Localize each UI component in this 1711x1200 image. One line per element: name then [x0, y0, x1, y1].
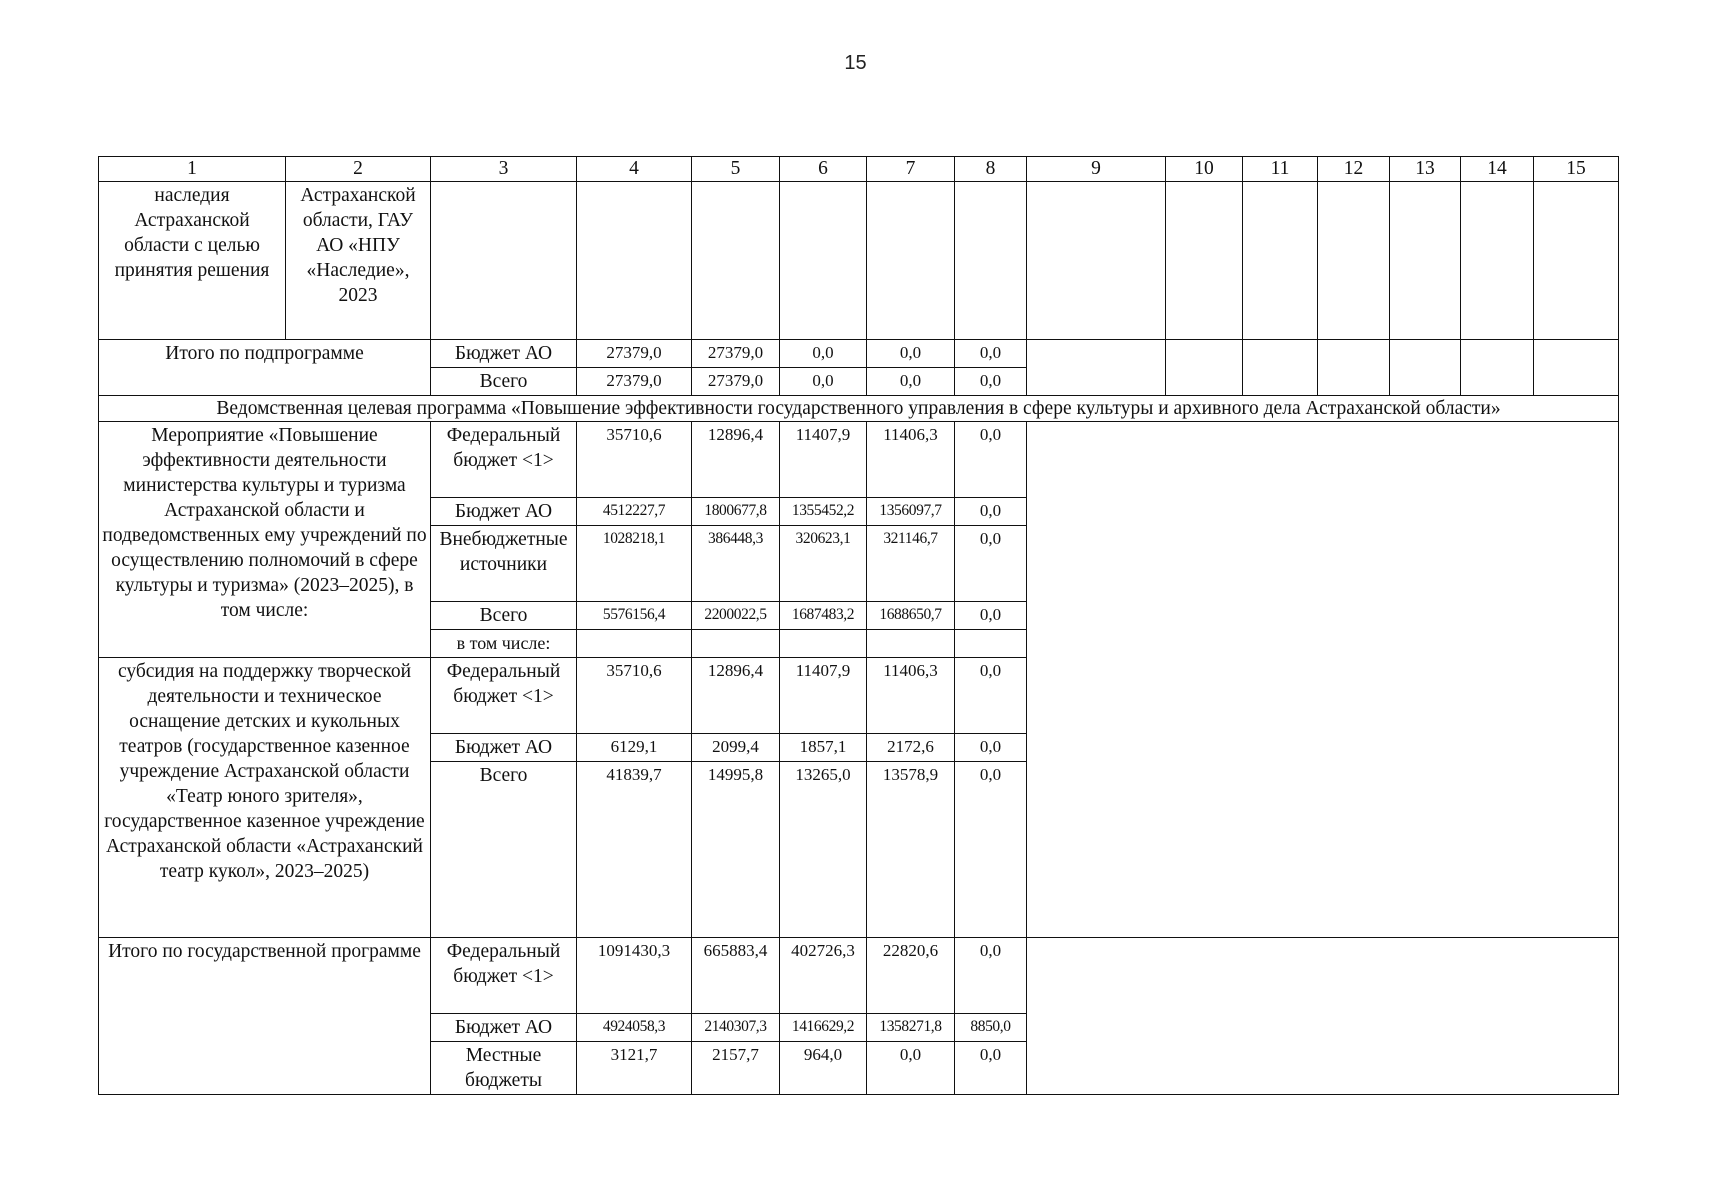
value-cell: 35710,6	[577, 658, 692, 734]
value-cell: 0,0	[955, 340, 1027, 368]
measure-label: Мероприятие «Повышение эффективности деятельности министерства культуры и туризма Астраханской области и подведомственных ему учреждений по осуществлению полномочий в сфере культуры и туризма» (2023–2025), в том числе:	[99, 422, 431, 658]
value-cell: 13578,9	[867, 762, 955, 938]
value-cell: 0,0	[955, 938, 1027, 1014]
table-row	[99, 938, 1619, 1014]
funding-source: Федеральный бюджет <1>	[431, 422, 577, 498]
empty-cell	[1166, 182, 1243, 340]
value-cell: 320623,1	[780, 526, 867, 602]
heritage-measure-text: наследия Астраханской области с целью принятия решения	[99, 182, 286, 340]
value-cell: 12896,4	[692, 658, 780, 734]
value-cell: 3121,7	[577, 1042, 692, 1095]
value-cell: 1356097,7	[867, 498, 955, 526]
funding-source: Федеральный бюджет <1>	[431, 658, 577, 734]
value-cell: 2172,6	[867, 734, 955, 762]
value-cell: 2200022,5	[692, 602, 780, 630]
section-row	[99, 396, 1619, 422]
table-row	[99, 340, 1619, 368]
value-cell: 0,0	[955, 526, 1027, 602]
empty-cell	[1318, 340, 1390, 396]
value-cell: 27379,0	[577, 368, 692, 396]
section-title: Ведомственная целевая программа «Повышение эффективности государственного управления в сфере культуры и архивного дела Астраханской области»	[99, 396, 1619, 422]
empty-cell	[1534, 182, 1619, 340]
value-cell: 0,0	[955, 762, 1027, 938]
funding-source: Всего	[431, 602, 577, 630]
empty-cell	[1243, 340, 1318, 396]
value-cell: 0,0	[955, 1042, 1027, 1095]
heritage-executor-text: Астраханской области, ГАУ АО «НПУ «Наследие», 2023	[286, 182, 431, 340]
value-cell: 1687483,2	[780, 602, 867, 630]
column-number: 14	[1461, 157, 1534, 182]
empty-cell	[955, 182, 1027, 340]
column-number: 6	[780, 157, 867, 182]
empty-cell	[867, 182, 955, 340]
empty-cell	[1461, 182, 1534, 340]
value-cell: 321146,7	[867, 526, 955, 602]
empty-cell	[1027, 658, 1619, 938]
value-cell	[577, 630, 692, 658]
empty-cell	[1318, 182, 1390, 340]
empty-cell	[577, 182, 692, 340]
funding-source: Бюджет АО	[431, 1014, 577, 1042]
column-number: 7	[867, 157, 955, 182]
funding-source: Бюджет АО	[431, 498, 577, 526]
value-cell: 665883,4	[692, 938, 780, 1014]
column-number: 10	[1166, 157, 1243, 182]
funding-source: Всего	[431, 762, 577, 938]
column-number: 4	[577, 157, 692, 182]
value-cell: 8850,0	[955, 1014, 1027, 1042]
empty-cell	[1390, 340, 1461, 396]
value-cell: 35710,6	[577, 422, 692, 498]
funding-source: Местные бюджеты	[431, 1042, 577, 1095]
value-cell: 0,0	[867, 1042, 955, 1095]
value-cell: 964,0	[780, 1042, 867, 1095]
empty-cell	[692, 182, 780, 340]
value-cell	[867, 630, 955, 658]
value-cell: 2099,4	[692, 734, 780, 762]
value-cell: 0,0	[955, 734, 1027, 762]
funding-source: в том числе:	[431, 630, 577, 658]
value-cell: 11407,9	[780, 422, 867, 498]
value-cell: 0,0	[955, 498, 1027, 526]
empty-cell	[1166, 340, 1243, 396]
column-number: 11	[1243, 157, 1318, 182]
value-cell: 1358271,8	[867, 1014, 955, 1042]
value-cell: 1091430,3	[577, 938, 692, 1014]
column-number: 2	[286, 157, 431, 182]
value-cell: 27379,0	[577, 340, 692, 368]
empty-cell	[780, 182, 867, 340]
table-row	[99, 658, 1619, 734]
value-cell: 4512227,7	[577, 498, 692, 526]
value-cell: 0,0	[955, 422, 1027, 498]
value-cell: 1355452,2	[780, 498, 867, 526]
empty-cell	[1534, 340, 1619, 396]
value-cell: 0,0	[867, 340, 955, 368]
value-cell: 41839,7	[577, 762, 692, 938]
empty-cell	[431, 182, 577, 340]
value-cell: 402726,3	[780, 938, 867, 1014]
value-cell: 13265,0	[780, 762, 867, 938]
value-cell: 22820,6	[867, 938, 955, 1014]
empty-cell	[1027, 182, 1166, 340]
empty-cell	[1027, 340, 1166, 396]
value-cell: 1416629,2	[780, 1014, 867, 1042]
empty-cell	[1461, 340, 1534, 396]
funding-source: Бюджет АО	[431, 734, 577, 762]
value-cell	[692, 630, 780, 658]
funding-source: Внебюджетные источники	[431, 526, 577, 602]
empty-cell	[1243, 182, 1318, 340]
column-number: 1	[99, 157, 286, 182]
value-cell: 11406,3	[867, 422, 955, 498]
value-cell: 2140307,3	[692, 1014, 780, 1042]
value-cell: 0,0	[780, 368, 867, 396]
page-number: 15	[844, 52, 867, 74]
value-cell: 11407,9	[780, 658, 867, 734]
program-table-container	[98, 156, 1619, 1095]
value-cell: 0,0	[867, 368, 955, 396]
subtotal-label: Итого по подпрограмме	[99, 340, 431, 396]
column-number: 5	[692, 157, 780, 182]
column-number: 13	[1390, 157, 1461, 182]
value-cell: 27379,0	[692, 368, 780, 396]
column-number: 3	[431, 157, 577, 182]
value-cell: 12896,4	[692, 422, 780, 498]
column-number: 9	[1027, 157, 1166, 182]
value-cell: 0,0	[955, 602, 1027, 630]
value-cell: 0,0	[780, 340, 867, 368]
value-cell: 1800677,8	[692, 498, 780, 526]
column-number: 8	[955, 157, 1027, 182]
total-label: Итого по государственной программе	[99, 938, 431, 1095]
funding-source: Федеральный бюджет <1>	[431, 938, 577, 1014]
table-row	[99, 422, 1619, 498]
empty-cell	[1027, 422, 1619, 658]
value-cell: 4924058,3	[577, 1014, 692, 1042]
table-row	[99, 182, 1619, 340]
value-cell	[955, 630, 1027, 658]
value-cell: 11406,3	[867, 658, 955, 734]
value-cell: 0,0	[955, 658, 1027, 734]
subsidy-label: субсидия на поддержку творческой деятельности и техническое оснащение детских и кукольных театров (государственное казенное учреждение Астраханской области «Театр юного зрителя», государственное казенное учреждение Астраханской области «Астраханский театр кукол», 2023–2025)	[99, 658, 431, 938]
value-cell: 386448,3	[692, 526, 780, 602]
value-cell: 2157,7	[692, 1042, 780, 1095]
value-cell: 1688650,7	[867, 602, 955, 630]
value-cell: 1857,1	[780, 734, 867, 762]
empty-cell	[1390, 182, 1461, 340]
value-cell: 0,0	[955, 368, 1027, 396]
value-cell: 5576156,4	[577, 602, 692, 630]
value-cell: 6129,1	[577, 734, 692, 762]
value-cell: 14995,8	[692, 762, 780, 938]
value-cell	[780, 630, 867, 658]
column-number: 12	[1318, 157, 1390, 182]
program-funding-table	[98, 156, 1619, 1095]
funding-source: Всего	[431, 368, 577, 396]
funding-source: Бюджет АО	[431, 340, 577, 368]
empty-cell	[1027, 938, 1619, 1095]
column-number: 15	[1534, 157, 1619, 182]
value-cell: 27379,0	[692, 340, 780, 368]
value-cell: 1028218,1	[577, 526, 692, 602]
column-number-row	[99, 157, 1619, 182]
